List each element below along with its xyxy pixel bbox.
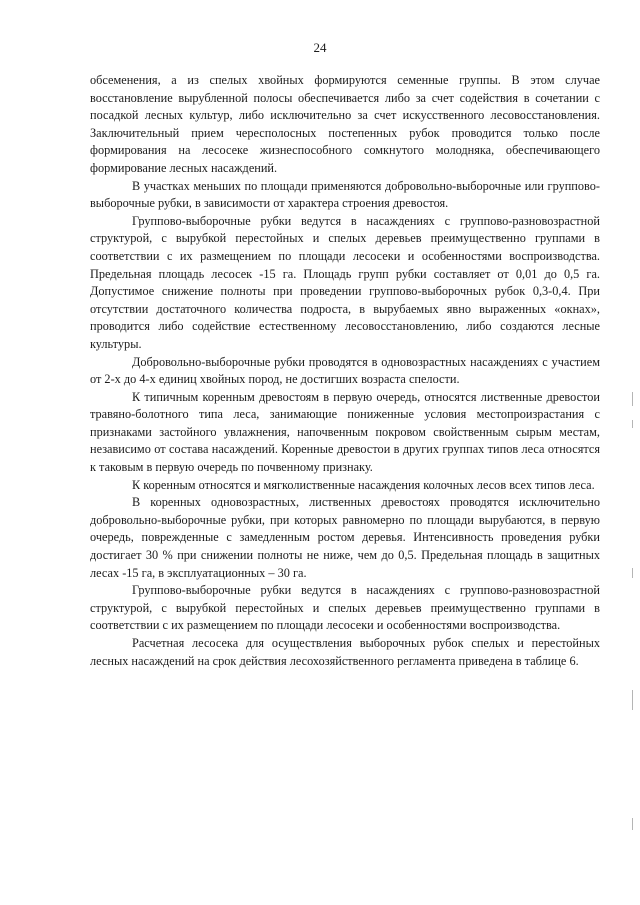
paragraph: Добровольно-выборочные рубки проводятся в одновозрастных насаждениях с участием от 2-х до 4-х единиц хвойных пород, не достигших возраста спелости. bbox=[90, 354, 600, 387]
body-text bbox=[90, 72, 600, 670]
paragraph: В коренных одновозрастных, лиственных древостоях проводятся исключительно добровольно-выборочные рубки, при которых равномерно по площади вырубаются, в первую очередь, поврежденные с замедленным ростом деревья. Интенсивность проведения рубки достигает 30 % при снижении полноты не ниже, чем до 0,5. Предельная площадь в защитных лесах -15 га, в эксплуатационных – 30 га. bbox=[90, 495, 600, 580]
scan-edge-mark bbox=[632, 818, 633, 830]
scan-edge-mark bbox=[632, 420, 633, 428]
paragraph: В участках меньших по площади применяются добровольно-выборочные или группово-выборочные рубки, в зависимости от характера строения древостоя. bbox=[90, 178, 600, 211]
scan-edge-mark bbox=[632, 568, 633, 578]
paragraph: Группово-выборочные рубки ведутся в насаждениях с группово-разновозрастной структурой, с вырубкой перестойных и спелых деревьев преимущественно группами в соответствии с их размещением по площади лесосеки и особенностями воспроизводства. Предельная площадь лесосек -15 га. Площадь групп рубки составляет от 0,01 до 0,5 га. Допустимое снижение полноты при проведении группово-выборочных рубок 0,3-0,4. При отсутствии достаточного количества подроста, в вырубаемых явно выраженных «окнах», проводится либо содействие естественному лесовосстановлению, либо создаются лесные культуры. bbox=[90, 213, 600, 351]
paragraph: Группово-выборочные рубки ведутся в насаждениях с группово-разновозрастной структурой, с вырубкой перестойных и спелых деревьев преимущественно группами в соответствии с их размещением по площади лесосеки и особенностями воспроизводства. bbox=[90, 583, 600, 633]
scan-edge-mark bbox=[632, 392, 633, 406]
page-number: 24 bbox=[313, 40, 327, 55]
paragraph-continuation: обсеменения, а из спелых хвойных формируются семенные группы. В этом случае восстановление вырубленной полосы обеспечивается либо за счет содействия в сочетании с посадкой лесных культур, либо исключительно за счет искусственного лесовосстановления. Заключительный прием чересполосных постепенных рубок проводится только после формирования на лесосеке жизнеспособного сомкнутого молодняка, обеспечивающего формирование лесных насаждений. bbox=[90, 73, 600, 175]
paragraph: К коренным относятся и мягколиственные насаждения колочных лесов всех типов леса. bbox=[132, 477, 595, 492]
scan-edge-mark bbox=[632, 690, 633, 710]
paragraph: К типичным коренным древостоям в первую очередь, относятся лиственные древостои травяно-болотного типа леса, занимающие пониженные условия местопроизрастания с признаками застойного увлажнения, напочвенным покровом свойственным сырым местам, независимо от состава насаждений. Коренные древостои в других группах типов леса относятся к таковым в первую очередь по почвенному признаку. bbox=[90, 389, 600, 475]
paragraph: Расчетная лесосека для осуществления выборочных рубок спелых и перестойных лесных насаждений на срок действия лесохозяйственного регламента приведена в таблице 6. bbox=[90, 636, 600, 668]
